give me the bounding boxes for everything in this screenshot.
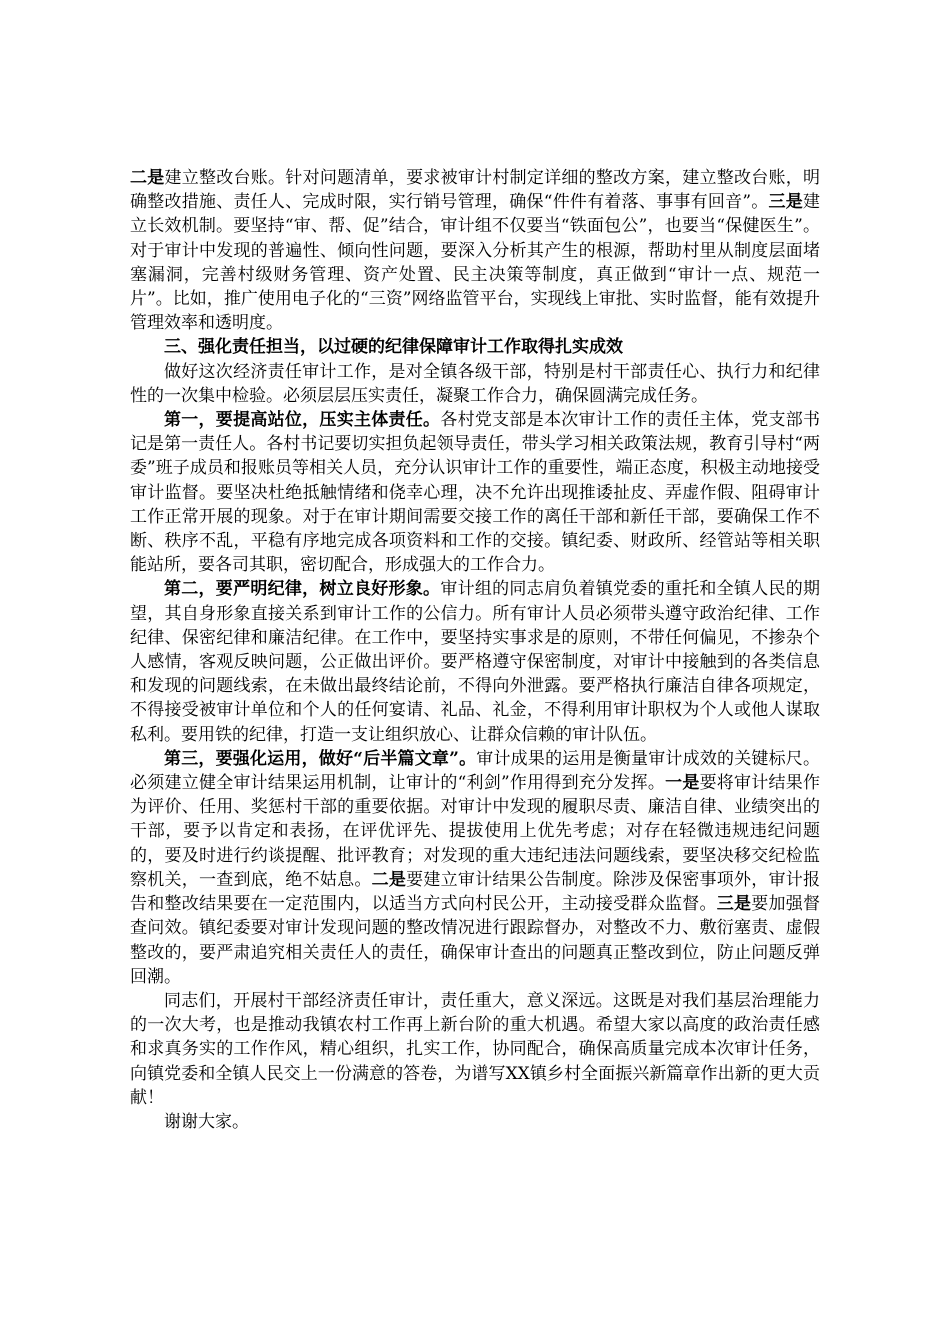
paragraph-closing [130, 989, 820, 1110]
document-body [130, 166, 820, 1134]
paragraph-text: 做好这次经济责任审计工作，是对全镇各级干部，特别是村干部责任心、执行力和纪律性的一次集中检验。必须层层压实责任，凝聚工作合力，确保圆满完成任务。 [130, 361, 820, 406]
point-title: 第二，要严明纪律，树立良好形象。 [164, 579, 441, 600]
paragraph-text: 要加强督查问效。镇纪委要对审计发现问题的整改情况进行跟踪督办，对整改不力、敷衍塞责、虚假整改的，要严肃追究相关责任人的责任，确保审计查出的问题真正整改到位，防止问题反弹回潮。 [130, 894, 821, 987]
paragraph-second-point [130, 577, 820, 746]
lead-term: 二是 [130, 168, 165, 188]
section-heading-3 [130, 335, 820, 359]
paragraph-rectification [130, 166, 820, 335]
paragraph-thanks [130, 1110, 820, 1134]
paragraph-text: 同志们，开展村干部经济责任审计，责任重大，意义深远。这既是对我们基层治理能力的一次大考，也是推动我镇农村工作再上新台阶的重大机遇。希望大家以高度的政治责任感和求真务实的工作作风，精心组织，扎实工作，协同配合，确保高质量完成本次审计任务，向镇党委和全镇人民交上一份满意的答卷，为谱写XX镇乡村全面振兴新篇章作出新的更大贡献！ [130, 990, 820, 1108]
paragraph-text: 各村党支部是本次审计工作的责任主体，党支部书记是第一责任人。各村书记要切实担负起领导责任，带头学习相关政策法规，教育引导村“两委”班子成员和报账员等相关人员，充分认识审计工作的重要性，端正态度，积极主动地接受审计监督。要坚决杜绝抵触情绪和侥幸心理，决不允许出现推诿扯皮、弄虚作假、阻碍审计工作正常开展的现象。对于在审计期间需要交接工作的离任干部和新任干部，要确保工作不断、秩序不乱，平稳有序地完成各项资料和工作的交接。镇纪委、财政所、经管站等相关职能站所，要各司其职，密切配合，形成强大的工作合力。 [130, 410, 821, 576]
lead-term: 二是 [371, 869, 407, 890]
paragraph-text: 要建立审计结果公告制度。除涉及保密事项外，审计报告和整改结果要在一定范围内，以适当方式向村民公开，主动接受群众监督。 [130, 869, 821, 915]
point-title: 第三，要强化运用，做好“后半篇文章”。 [164, 748, 477, 769]
section-heading-text: 三、强化责任担当，以过硬的纪律保障审计工作取得扎实成效 [164, 337, 623, 358]
paragraph-text: 审计组的同志肩负着镇党委的重托和全镇人民的期望，其自身形象直接关系到审计工作的公信力。所有审计人员必须带头遵守政治纪律、工作纪律、保密纪律和廉洁纪律。在工作中，要坚持实事求是的原则，不带任何偏见，不掺杂个人感情，客观反映问题，公正做出评价。要严格遵守保密制度，对审计中接触到的各类信息和发现的问题线索，在未做出最终结论前，不得向外泄露。要严格执行廉洁自律各项规定，不得接受被审计单位和个人的任何宴请、礼品、礼金，不得利用审计职权为个人或他人谋取私利。要用铁的纪律，打造一支让组织放心、让群众信赖的审计队伍。 [130, 579, 821, 745]
paragraph-text: 谢谢大家。 [164, 1111, 249, 1132]
paragraph-text: 要将审计结果作为评价、任用、奖惩村干部的重要依据。对审计中发现的履职尽责、廉洁自律、业绩突出的干部，要予以肯定和表扬，在评优评先、提拔使用上优先考虑；对存在轻微违规违纪问题的，要及时进行约谈提醒、批评教育；对发现的重大违纪违法问题线索，要坚决移交纪检监察机关，一查到底，绝不姑息。 [130, 773, 821, 890]
paragraph-text: 建立长效机制。要坚持“审、帮、促”结合，审计组不仅要当“铁面包公”，也要当“保健医生”。对于审计中发现的普遍性、倾向性问题，要深入分析其产生的根源，帮助村里从制度层面堵塞漏洞，完善村级财务管理、资产处置、民主决策等制度，真正做到“审计一点、规范一片”。比如，推广使用电子化的“三资”网络监管平台，实现线上审批、实时监督，能有效提升管理效率和透明度。 [130, 192, 820, 334]
paragraph-first-point [130, 408, 820, 577]
lead-term: 三是 [716, 894, 752, 915]
paragraph-text: 审计成果的运用是衡量审计成效的关键标尺。必须建立健全审计结果运用机制，让审计的“利剑”作用得到充分发挥。 [130, 748, 820, 794]
lead-term: 三是 [768, 192, 803, 213]
point-title: 第一，要提高站位，压实主体责任。 [164, 410, 441, 431]
lead-term: 一是 [665, 773, 700, 794]
paragraph-intro [130, 360, 820, 408]
paragraph-third-point [130, 747, 820, 989]
paragraph-text: 建立整改台账。针对问题清单，要求被审计村制定详细的整改方案，建立整改台账，明确整改措施、责任人、完成时限，实行销号管理，确保“件件有着落、事事有回音”。 [130, 168, 821, 213]
